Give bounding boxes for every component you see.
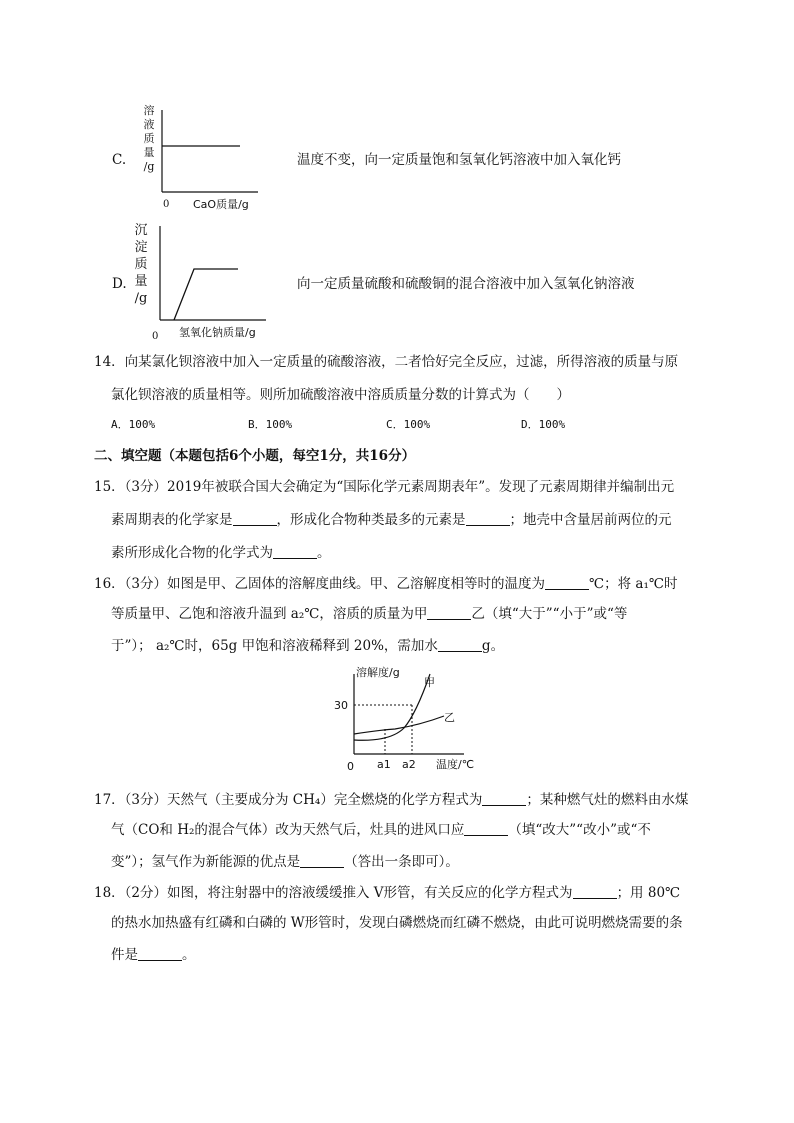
- series-jia-curve: [354, 674, 430, 740]
- q16-line2: [111, 604, 627, 624]
- q16-text: g。: [481, 638, 505, 654]
- q14-option-a: A．100%: [111, 418, 156, 431]
- option-d-description: 向一定质量硫酸和硫酸铜的混合溶液中加入氢氧化钠溶液: [297, 276, 635, 292]
- q17-line2: [111, 820, 651, 840]
- q18-text: 。: [182, 947, 196, 963]
- q18-line1: [94, 883, 680, 903]
- option-c-letter: C.: [112, 152, 127, 168]
- q18-line2: 的热水加热盛有红磷和白磷的 W形管时，发现白磷燃烧而红磷不燃烧，由此可说明燃烧需要的条: [111, 915, 683, 931]
- q17-text: ；某种燃气灶的燃料由水煤: [526, 792, 689, 808]
- y-label-char: 量: [134, 274, 148, 289]
- option-c-description: 温度不变，向一定质量饱和氢氧化钙溶液中加入氧化钙: [297, 152, 621, 168]
- answer-blank[interactable]: [427, 605, 471, 620]
- chart-y-tick: 30: [334, 699, 348, 712]
- q17-line1: [94, 790, 688, 810]
- option-d-letter: D.: [112, 276, 127, 292]
- chart-y-label: 溶解度/g: [356, 666, 400, 679]
- q15-text: ；地壳中含量居前两位的元: [509, 512, 672, 528]
- legend-label-yi: 乙: [444, 711, 455, 724]
- series-yi-curve: [354, 716, 444, 734]
- q17-text: （答出一条即可）。: [344, 854, 459, 870]
- q18-text: 18．（2分）如图，将注射器中的溶液缓缓推入 V形管，有关反应的化学方程式为: [94, 885, 573, 901]
- q18-line3: [111, 945, 196, 965]
- chart-origin: 0: [347, 760, 354, 773]
- y-label-char: 液: [143, 118, 155, 131]
- q14-option-b: B．100%: [248, 418, 293, 431]
- answer-blank[interactable]: [482, 791, 526, 806]
- q15-line3: [111, 543, 331, 563]
- q15-text: 素所形成化合物的化学式为: [111, 545, 273, 561]
- option-d-origin: 0: [152, 331, 159, 342]
- answer-blank[interactable]: [545, 575, 589, 590]
- answer-blank[interactable]: [273, 544, 317, 559]
- q14-option-c: C．100%: [386, 418, 431, 431]
- q16-line1: [94, 574, 678, 594]
- q14-line2: 氯化钡溶液的质量相等。则所加硫酸溶液中溶质质量分数的计算式为（ ）: [111, 387, 570, 403]
- y-label-char: 质: [134, 257, 148, 272]
- answer-blank[interactable]: [573, 884, 617, 899]
- chart-x-tick-a1: a1: [377, 758, 391, 771]
- q14-line1: 14．向某氯化钡溶液中加入一定质量的硫酸溶液，二者恰好完全反应，过滤，所得溶液的质量与原: [94, 354, 679, 370]
- answer-blank[interactable]: [233, 511, 277, 526]
- option-c-x-label: CaO质量/g: [193, 198, 249, 211]
- chart-x-tick-a2: a2: [402, 758, 416, 771]
- section-heading: 二、填空题（本题包括6个小题，每空1分，共16分）: [94, 448, 416, 464]
- chart-plot: [340, 670, 470, 760]
- q17-text: 变”）；氢气作为新能源的优点是: [111, 854, 301, 870]
- q15-line1: 15．（3分）2019年被联合国大会确定为“国际化学元素周期表年”。发现了元素周期律并编制出元: [94, 479, 675, 495]
- option-d-graph: [148, 222, 268, 324]
- q16-text: 于”）； a₂℃时，65g 甲饱和溶液稀释到 20%，需加水: [111, 638, 438, 654]
- answer-blank[interactable]: [438, 637, 482, 652]
- q16-text: 乙（填“大于”“小于”或“等: [471, 606, 628, 622]
- answer-blank[interactable]: [138, 946, 182, 961]
- q18-text: ；用 80℃: [616, 885, 681, 901]
- legend-label-jia: 甲: [424, 676, 435, 689]
- y-label-char: 质: [143, 132, 155, 145]
- y-label-char: 淀: [134, 240, 148, 255]
- y-label-char: /g: [143, 160, 155, 173]
- q15-text: ，形成化合物种类最多的元素是: [276, 512, 466, 528]
- q16-text: 等质量甲、乙饱和溶液升温到 a₂℃，溶质的质量为甲: [111, 606, 428, 622]
- q17-line3: [111, 852, 459, 872]
- option-c-origin: 0: [163, 199, 170, 210]
- q17-text: 17．（3分）天然气（主要成分为 CH₄）完全燃烧的化学方程式为: [94, 792, 483, 808]
- q16-line3: [111, 636, 504, 656]
- option-d-x-label: 氢氧化钠质量/g: [179, 326, 256, 339]
- q16-text: 16．（3分）如图是甲、乙固体的溶解度曲线。甲、乙溶解度相等时的温度为: [94, 576, 546, 592]
- answer-blank[interactable]: [464, 821, 508, 836]
- answer-blank[interactable]: [300, 853, 344, 868]
- q17-text: 气（CO和 H₂的混合气体）改为天然气后，灶具的进风口应: [111, 822, 465, 838]
- q17-text: （填“改大”“改小”或“不: [508, 822, 651, 838]
- y-label-char: /g: [134, 291, 148, 306]
- q14-option-d: D．100%: [521, 418, 566, 431]
- q16-text: ℃；将 a₁℃时: [589, 576, 678, 592]
- chart-x-label: 温度/℃: [436, 758, 475, 771]
- q18-text: 件是: [111, 947, 138, 963]
- y-label-char: 量: [143, 146, 155, 159]
- answer-blank[interactable]: [466, 511, 510, 526]
- q15-text: 素周期表的化学家是: [111, 512, 233, 528]
- option-c-graph: [150, 106, 260, 196]
- q15-text: 。: [317, 545, 331, 561]
- q15-line2: [111, 510, 672, 530]
- y-label-char: 沉: [134, 223, 148, 238]
- y-label-char: 溶: [143, 104, 155, 117]
